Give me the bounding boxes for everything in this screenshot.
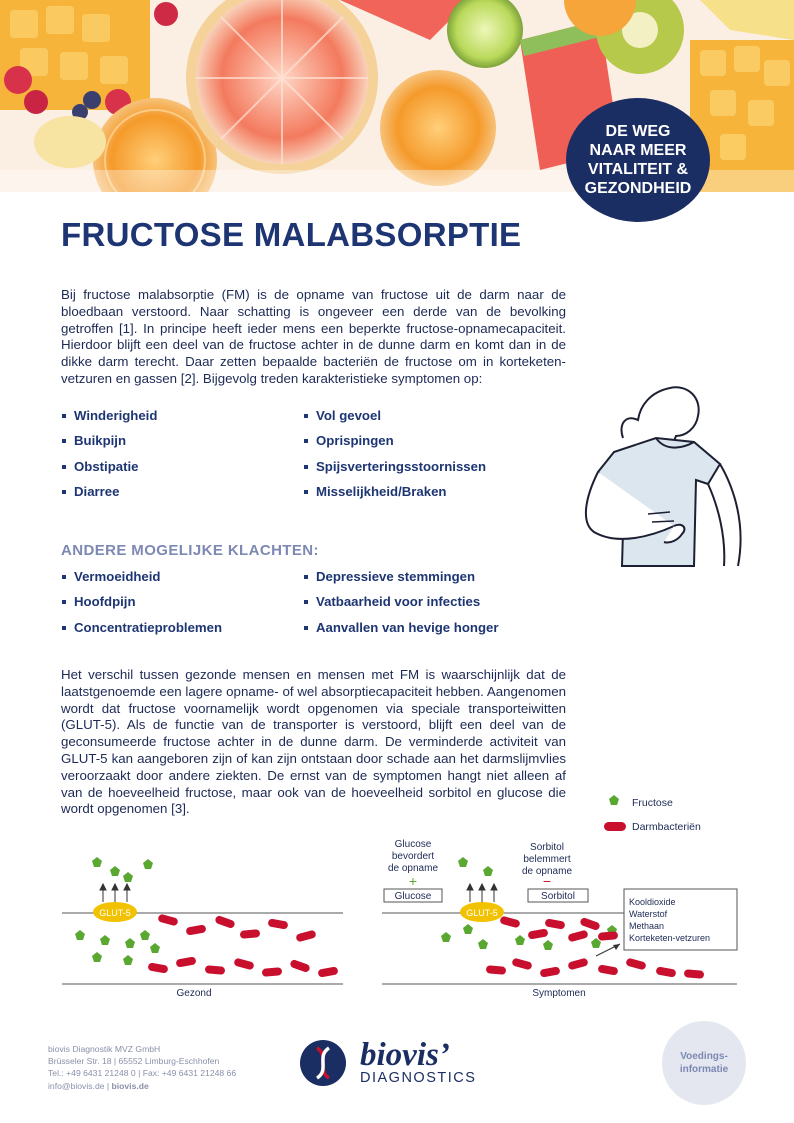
sorbitol-note-line-1: Sorbitol <box>530 842 564 853</box>
slogan-line-3: VITALITEIT & <box>587 161 689 178</box>
glucose-box-label: Glucose <box>394 891 432 902</box>
glucose-note-line-2: bevordert <box>391 851 435 862</box>
slogan-line-2: NAAR MEER <box>589 142 687 159</box>
product-hydrogen: Waterstof <box>629 909 668 919</box>
list-item: Obstipatie <box>62 459 157 484</box>
list-item: Winderigheid <box>62 408 157 433</box>
category-line-1: Voedings- <box>680 1051 728 1062</box>
list-item: Vatbaarheid voor infecties <box>304 594 498 619</box>
symptoms-list-right <box>304 408 486 509</box>
glucose-note-line-3: de opname <box>387 863 439 874</box>
footer-address: Brüsseler Str. 18 | 65552 Limburg-Eschhofen <box>48 1056 220 1067</box>
sorbitol-note-line-2: belemmert <box>523 854 571 865</box>
fructose-absorbed-left <box>92 857 153 882</box>
list-item: Vol gevoel <box>304 408 486 433</box>
sorbitol-note-line-3: de opname <box>521 866 573 877</box>
footer-phone: Tel.: +49 6431 21248 0 | Fax: +49 6431 21248 66 <box>48 1068 237 1079</box>
product-scfa: Korteketen-vetzuren <box>629 933 711 943</box>
person-stomach-ache-illustration <box>578 376 748 576</box>
footer-separator: | <box>104 1080 112 1091</box>
list-item: Oprispingen <box>304 433 486 458</box>
product-methane: Methaan <box>629 921 665 931</box>
list-item: Buikpijn <box>62 433 157 458</box>
sorbitol-minus-sign: − <box>542 873 552 889</box>
fructose-absorbed-right <box>458 857 493 876</box>
other-list-right <box>304 569 498 645</box>
fructose-absorption-diagram <box>0 780 794 1010</box>
legend-bacteria-label: Darmbacteriën <box>632 821 701 833</box>
list-item: Vermoeidheid <box>62 569 222 594</box>
intro-paragraph: Bij fructose malabsorptie (FM) is de opname van fructose uit de darm naar de bloedbaan verstoord. Naar schatting is ongeveer een derde van de bevolking getroffen [1]. In principe heeft ieder mens een beperkte fructose-opnamecapaciteit. Hierdoor blijft een deel van de fructose achter in de dunne darm en komt dan in de dikke darm terecht. Daar zetten bepaalde bacteriën de fructose om in korteketen-vetzuren en gassen [2]. Bijgevolg treden karakteristieke symptomen op: <box>61 287 566 386</box>
list-item: Aanvallen van hevige honger <box>304 620 498 645</box>
sorbitol-box-label: Sorbitol <box>541 891 575 902</box>
list-item: Misselijkheid/Braken <box>304 484 486 509</box>
logo-subtitle: DIAGNOSTICS <box>360 1070 477 1086</box>
legend-fructose-label: Fructose <box>632 797 673 809</box>
bacteria-left <box>147 914 338 978</box>
page-title: FRUCTOSE MALABSORPTIE <box>61 216 522 253</box>
body-paragraph: Het verschil tussen gezonde mensen en mensen met FM is waarschijnlijk dat de laatstgenoemde een lagere opname- of wel absorptiecapaciteit hebben. Aangenomen wordt dat fructose voornamelijk wordt opgenomen via speciale transporteiwitten (GLUT-5). Als de functie van de transporter is verstoord, blijft een deel van de geconsumeerde fructose achter in de dunne darm. De verminderde activiteit van GLUT-5 kan aangeboren zijn of kan zijn ontstaan door schade aan het darmslijmvlies veroorzaakt door andere ziekten. De ernst van de symptomen hangt niet alleen af van de hoeveelheid fructose, maar ook van de hoeveelheid sorbitol en glucose die wordt opgenomen [3]. <box>61 667 566 817</box>
footer-company: biovis Diagnostik MVZ GmbH <box>48 1044 161 1054</box>
fructose-in-lumen-left <box>75 930 160 965</box>
glut5-label-right: GLUT-5 <box>466 908 498 918</box>
list-item: Concentratieproblemen <box>62 620 222 645</box>
symptoms-list-left <box>62 408 157 509</box>
legend-fructose-marker <box>609 795 619 805</box>
slogan-badge <box>566 98 710 222</box>
footer-contact <box>48 1043 236 1092</box>
other-complaints-heading: ANDERE MOGELIJKE KLACHTEN: <box>61 542 319 559</box>
category-line-2: informatie <box>679 1064 729 1075</box>
footer-website[interactable]: biovis.de <box>111 1080 149 1091</box>
biovis-logo <box>300 1037 477 1086</box>
caption-healthy: Gezond <box>176 988 212 999</box>
glucose-plus-sign: + <box>408 873 418 889</box>
glut5-label-left: GLUT-5 <box>99 908 131 918</box>
logo-wordmark: biovis’ <box>360 1037 450 1073</box>
list-item: Diarree <box>62 484 157 509</box>
product-carbon-dioxide: Kooldioxide <box>629 897 676 907</box>
dna-logo-icon <box>300 1040 346 1086</box>
legend-bacteria-marker <box>604 822 626 831</box>
list-item: Depressieve stemmingen <box>304 569 498 594</box>
slogan-line-1: DE WEG <box>605 123 671 140</box>
list-item: Spijsverteringsstoornissen <box>304 459 486 484</box>
other-list-left <box>62 569 222 645</box>
caption-symptoms: Symptomen <box>532 988 586 999</box>
slogan-line-4: GEZONDHEID <box>584 180 692 197</box>
glucose-note-line-1: Glucose <box>394 839 432 850</box>
category-badge <box>662 1021 746 1105</box>
footer-email[interactable]: info@biovis.de <box>48 1080 105 1091</box>
list-item: Hoofdpijn <box>62 594 222 619</box>
